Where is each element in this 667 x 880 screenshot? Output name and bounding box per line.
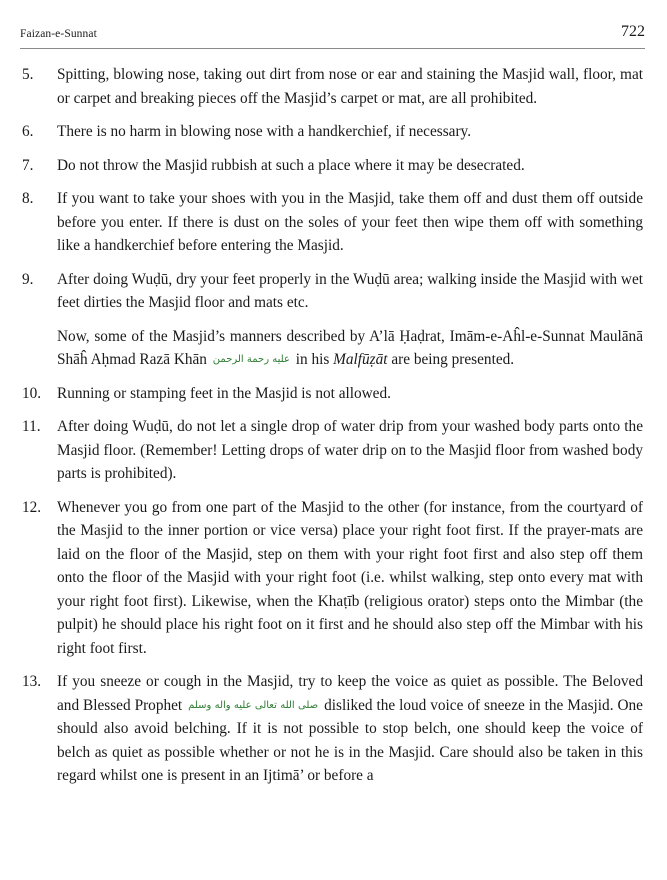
item-number: 13. — [22, 673, 42, 690]
list-item-13 — [22, 670, 643, 788]
note-text-after: are being presented. — [391, 351, 515, 368]
item-text: After doing Wuḍū, dry your feet properly in the Wuḍū area; walking inside the Masjid with wet feet dirties the Masjid floor and mats etc. — [57, 270, 643, 311]
note-text-before: Now, some of the Masjid’s manners described by A’lā Ḥaḍrat, Imām-e-Aĥl-e-Sunnat Maulānā Shāĥ Aḥmad Razā Khān — [57, 327, 643, 368]
note-text-middle: in his — [295, 351, 330, 368]
item-text: If you want to take your shoes with you in the Masjid, take them off and dust them off outside before you enter. If there is dust on the soles of your feet then wipe them off with something like a handkerchief before entering the Masjid. — [57, 190, 643, 254]
item-number: 5. — [22, 66, 34, 83]
page-body — [22, 63, 643, 798]
list-item-7 — [22, 154, 643, 178]
item-text — [57, 670, 643, 788]
list-item-12 — [22, 496, 643, 661]
running-title: Faizan-e-Sunnat — [20, 28, 97, 40]
list-item-9 — [22, 268, 643, 315]
item-number: 7. — [22, 156, 34, 174]
item-number: 11. — [22, 418, 41, 435]
item-text: Do not throw the Masjid rubbish at such a place where it may be desecrated. — [57, 156, 525, 174]
item-text-before: If you sneeze or cough in the Masjid, try to keep the voice as quiet as possible. The Beloved and Blessed Prophet — [57, 673, 643, 714]
item-text: Whenever you go from one part of the Masjid to the other (for instance, from the courtyard of the Masjid to the inner portion or vice versa) place your right foot first. If the prayer-mats are laid on the floor of the Masjid, step on them with your right foot first and also step off them onto the floor of the Masjid with your right foot (i.e. whilst walking, step onto every mat with your right foot first). Likewise, when the Khaṭīb (religious orator) steps onto the Mimbar (the pulpit) he should place his right foot on it first and he should also step off the Mimbar with his right foot first. — [57, 498, 643, 657]
item-text: Spitting, blowing nose, taking out dirt from nose or ear and staining the Masjid wall, floor, mat or carpet and breaking pieces off the Masjid’s carpet or mat, are all prohibited. — [57, 66, 643, 107]
page-header — [20, 22, 645, 49]
item-number: 9. — [22, 270, 34, 288]
list-item-5 — [22, 63, 643, 110]
item-text: After doing Wuḍū, do not let a single drop of water drip from your washed body parts onto the Masjid floor. (Remember! Letting drops of water drip on to the Masjid floor from washed body parts is prohibited). — [57, 418, 643, 482]
item-number: 10. — [22, 384, 42, 402]
intro-note — [57, 325, 643, 372]
list-item-11 — [22, 415, 643, 486]
list-item-10 — [22, 382, 643, 406]
item-text: There is no harm in blowing nose with a handkerchief, if necessary. — [57, 123, 472, 140]
item-number: 6. — [22, 123, 34, 140]
item-text-after: disliked the loud voice of sneeze in the Masjid. One should also avoid belching. If it is not possible to stop belch, one should keep the voice of belch as quiet as possible whether or not he is in the Masjid. Care should also be taken in this regard whilst one is present in an Ijtimā’ or before a — [57, 696, 643, 784]
list-item-8 — [22, 187, 643, 258]
dua-calligraphy: عليه رحمة الرحمن — [212, 354, 290, 365]
item-text: Running or stamping feet in the Masjid is not allowed. — [57, 384, 391, 402]
list-item-6 — [22, 120, 643, 144]
page-number: 722 — [621, 23, 645, 40]
item-number: 12. — [22, 498, 42, 516]
book-title: Malfūẓāt — [333, 351, 388, 368]
salutation-calligraphy: صلى الله تعالى عليه واله وسلم — [188, 699, 319, 711]
item-number: 8. — [22, 190, 34, 207]
